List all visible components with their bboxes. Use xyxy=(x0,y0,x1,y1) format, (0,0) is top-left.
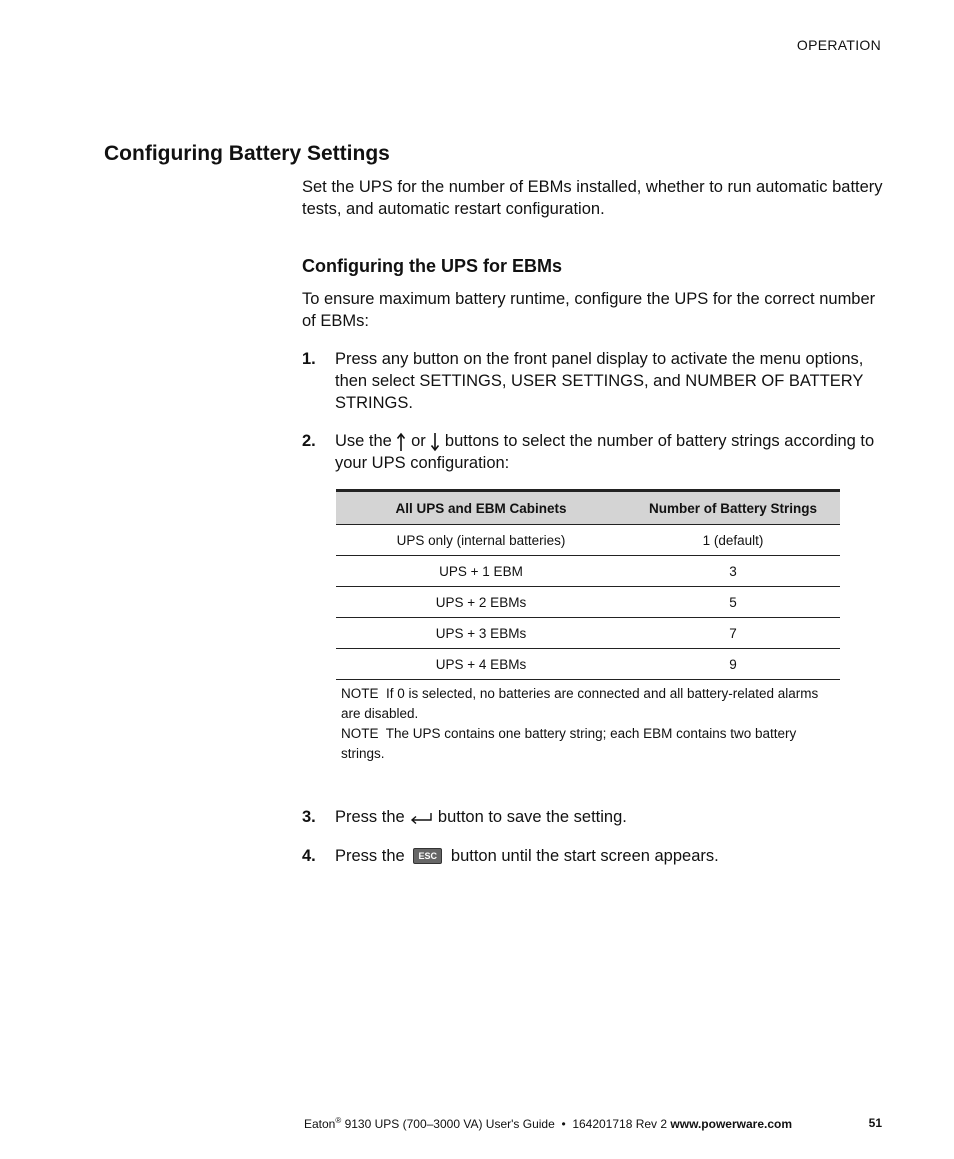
subsection-body: To ensure maximum battery runtime, configure the UPS for the correct number of EBMs: xyxy=(302,290,876,330)
note xyxy=(341,724,837,764)
step-text-pre: Press the xyxy=(335,847,405,865)
step-number: 2. xyxy=(302,432,316,450)
table-cell-strings: 1 (default) xyxy=(626,525,840,556)
step-text xyxy=(335,806,892,828)
table-header-strings: Number of Battery Strings xyxy=(626,491,840,525)
page-number: 51 xyxy=(868,1116,882,1130)
table-cell-config: UPS only (internal batteries) xyxy=(336,525,626,556)
footer-part-number: 164201718 Rev 2 xyxy=(572,1117,668,1131)
footer-doc-info xyxy=(304,1116,792,1131)
footer-brand: Eaton xyxy=(303,1117,336,1131)
table-cell-strings: 9 xyxy=(626,649,840,680)
intro-paragraph: Set the UPS for the number of EBMs installed, whether to run automatic battery tests, and automatic restart configuration. xyxy=(302,178,883,218)
step-number: 4. xyxy=(302,847,316,865)
table-row xyxy=(336,587,840,618)
down-arrow-icon xyxy=(430,432,440,452)
table-row xyxy=(336,556,840,587)
up-arrow-icon xyxy=(396,432,406,452)
battery-strings-table xyxy=(336,489,840,680)
step-number: 1. xyxy=(302,350,316,368)
step-2 xyxy=(302,430,892,474)
step-text-post: buttons to select the number of battery strings according to your UPS configuration: xyxy=(335,432,875,472)
step-text-post: button until the start screen appears. xyxy=(450,847,719,865)
step-text xyxy=(335,845,892,867)
note-label: NOTE xyxy=(341,726,379,741)
esc-key-icon: ESC xyxy=(413,848,442,864)
table-header-row xyxy=(336,491,840,525)
table-cell-config: UPS + 2 EBMs xyxy=(336,587,626,618)
table-row xyxy=(336,525,840,556)
table-cell-config: UPS + 3 EBMs xyxy=(336,618,626,649)
step-text: Press any button on the front panel display to activate the menu options, then select SETTINGS, USER SETTINGS, and NUMBER OF BATTERY STRINGS. xyxy=(335,350,864,412)
note-text: The UPS contains one battery string; each EBM contains two battery strings. xyxy=(341,726,797,761)
page-title: Configuring Battery Settings xyxy=(104,142,390,165)
table-header-cabinets: All UPS and EBM Cabinets xyxy=(336,491,626,525)
step-3 xyxy=(302,806,892,828)
subsection-title: Configuring the UPS for EBMs xyxy=(302,256,562,276)
table-row xyxy=(336,649,840,680)
footer-doc-title: 9130 UPS (700–3000 VA) User's Guide xyxy=(344,1117,555,1131)
step-text-pre: Use the xyxy=(335,432,392,450)
running-header: OPERATION xyxy=(796,37,881,53)
note xyxy=(341,684,837,724)
table-row xyxy=(336,618,840,649)
table-cell-strings: 3 xyxy=(626,556,840,587)
note-text: If 0 is selected, no batteries are connected and all battery-related alarms are disabled. xyxy=(341,686,819,721)
footer-bullet: • xyxy=(561,1117,566,1131)
table-notes xyxy=(341,684,837,764)
note-label: NOTE xyxy=(341,686,379,701)
step-1 xyxy=(302,348,892,414)
registered-mark: ® xyxy=(335,1116,342,1125)
table-cell-config: UPS + 1 EBM xyxy=(336,556,626,587)
step-text xyxy=(335,430,892,474)
step-4 xyxy=(302,845,892,867)
table-cell-strings: 7 xyxy=(626,618,840,649)
table-cell-strings: 5 xyxy=(626,587,840,618)
footer-url: www.powerware.com xyxy=(670,1117,792,1131)
step-text-mid: or xyxy=(411,432,426,450)
step-text-post: button to save the setting. xyxy=(437,808,627,826)
enter-icon xyxy=(409,811,433,825)
step-text-pre: Press the xyxy=(335,808,405,826)
step-number: 3. xyxy=(302,808,316,826)
table-cell-config: UPS + 4 EBMs xyxy=(336,649,626,680)
